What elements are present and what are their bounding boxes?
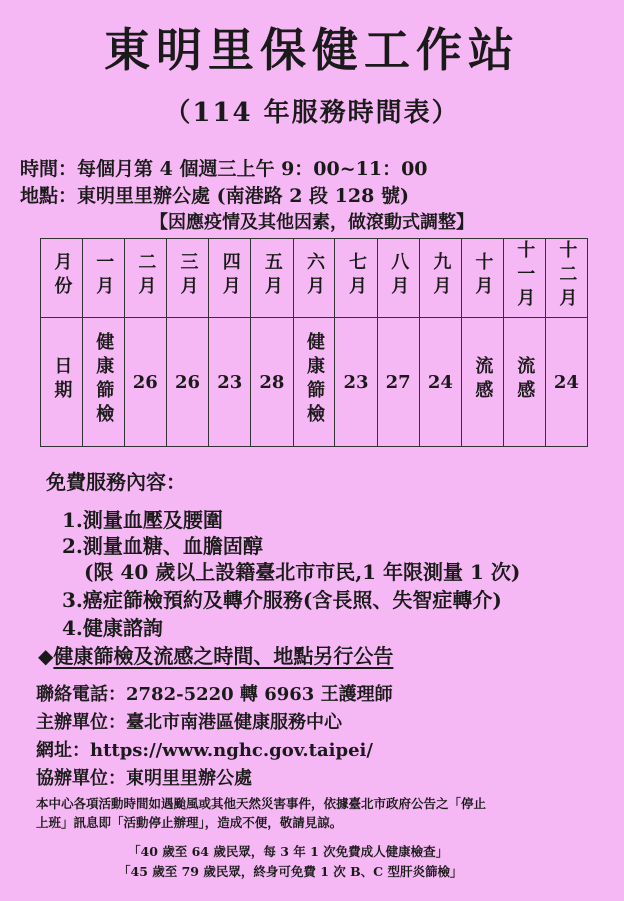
disclaimer-line-1: 本中心各項活動時間如遇颱風或其他天然災害事件，依據臺北市政府公告之「停止 [36, 796, 487, 811]
date-cell [503, 318, 545, 447]
month-label: 五月 [261, 251, 283, 300]
contact-organizer: 主辦單位：臺北市南港區健康服務中心 [36, 712, 342, 733]
month-cell [503, 239, 545, 318]
date-value: 流感 [514, 355, 536, 404]
date-value: 健康篩檢 [93, 331, 115, 428]
notice: 【因應疫情及其他因素，做滾動式調整】 [150, 212, 474, 233]
month-label: 七月 [345, 251, 367, 300]
services-heading: 免費服務內容： [46, 470, 186, 494]
date-value: 流感 [472, 355, 494, 404]
date-cell [545, 318, 587, 447]
disclaimer-line-2: 上班」訊息即「活動停止辦理」，造成不便，敬請見諒。 [36, 815, 343, 830]
page-title: 東明里保健工作站 [104, 23, 520, 77]
place-line: 地點：東明里里辦公處 (南港路 2 段 128 號) [20, 185, 409, 207]
date-cell [82, 318, 124, 447]
time-line: 時間：每個月第 4 個週三上午 9：00~11：00 [20, 158, 428, 180]
month-cell [335, 239, 377, 318]
date-cell [209, 318, 251, 447]
month-label: 十二月 [556, 239, 578, 312]
row-head-date [41, 318, 83, 447]
date-cell [335, 318, 377, 447]
month-label: 十月 [472, 251, 494, 300]
date-value: 26 [132, 371, 158, 393]
row-head-month [41, 239, 83, 318]
date-value: 健康篩檢 [303, 331, 325, 428]
service-item: 3.癌症篩檢預約及轉介服務(含長照、失智症轉介) [62, 588, 502, 612]
month-row [41, 239, 588, 318]
contact-phone: 聯絡電話：2782-5220 轉 6963 王護理師 [36, 684, 393, 705]
month-cell [251, 239, 293, 318]
announcement [38, 640, 393, 669]
date-value: 27 [385, 371, 411, 393]
month-label: 九月 [430, 251, 452, 300]
month-cell [419, 239, 461, 318]
date-value: 24 [553, 371, 579, 393]
month-cell [82, 239, 124, 318]
date-value: 23 [343, 371, 369, 393]
date-cell [293, 318, 335, 447]
contact-co-organizer: 協辦單位：東明里里辦公處 [36, 768, 252, 789]
month-label: 一月 [93, 251, 115, 300]
month-label: 十一月 [514, 239, 536, 312]
service-item: 2.測量血糖、血膽固醇 [62, 534, 263, 558]
contact-website: 網址：https://www.nghc.gov.taipei/ [36, 740, 373, 761]
announcement-text: 健康篩檢及流感之時間、地點另行公告 [53, 644, 394, 668]
date-value: 28 [259, 371, 285, 393]
service-item: 4.健康諮詢 [62, 616, 163, 640]
month-cell [166, 239, 208, 318]
date-cell [462, 318, 504, 447]
date-value: 26 [174, 371, 201, 393]
date-cell [377, 318, 419, 447]
date-cell [166, 318, 208, 447]
month-label: 八月 [388, 251, 410, 300]
service-item-note: (限 40 歲以上設籍臺北市市民,1 年限測量 1 次) [84, 560, 521, 584]
date-row [41, 318, 588, 447]
footnote-2: 「45 歲至 79 歲民眾，終身可免費 1 次 B、C 型肝炎篩檢」 [118, 864, 463, 879]
footnote-1: 「40 歲至 64 歲民眾，每 3 年 1 次免費成人健康檢查」 [128, 844, 449, 859]
month-cell [209, 239, 251, 318]
date-value: 24 [427, 371, 453, 393]
month-label: 三月 [177, 251, 199, 300]
month-label: 二月 [135, 251, 157, 300]
date-cell [419, 318, 461, 447]
page-subtitle: （114 年服務時間表） [164, 98, 460, 128]
date-cell [251, 318, 293, 447]
date-cell [124, 318, 166, 447]
month-label: 四月 [219, 251, 241, 300]
diamond-icon: ◆ [38, 644, 54, 668]
month-cell [124, 239, 166, 318]
schedule-table [40, 238, 588, 447]
date-value: 23 [217, 371, 243, 393]
month-cell [462, 239, 504, 318]
month-cell [545, 239, 587, 318]
row-head-month-label: 月份 [51, 251, 73, 300]
month-cell [377, 239, 419, 318]
month-label: 六月 [303, 251, 325, 300]
service-item: 1.測量血壓及腰圍 [62, 508, 223, 532]
month-cell [293, 239, 335, 318]
row-head-date-label: 日期 [51, 355, 73, 404]
